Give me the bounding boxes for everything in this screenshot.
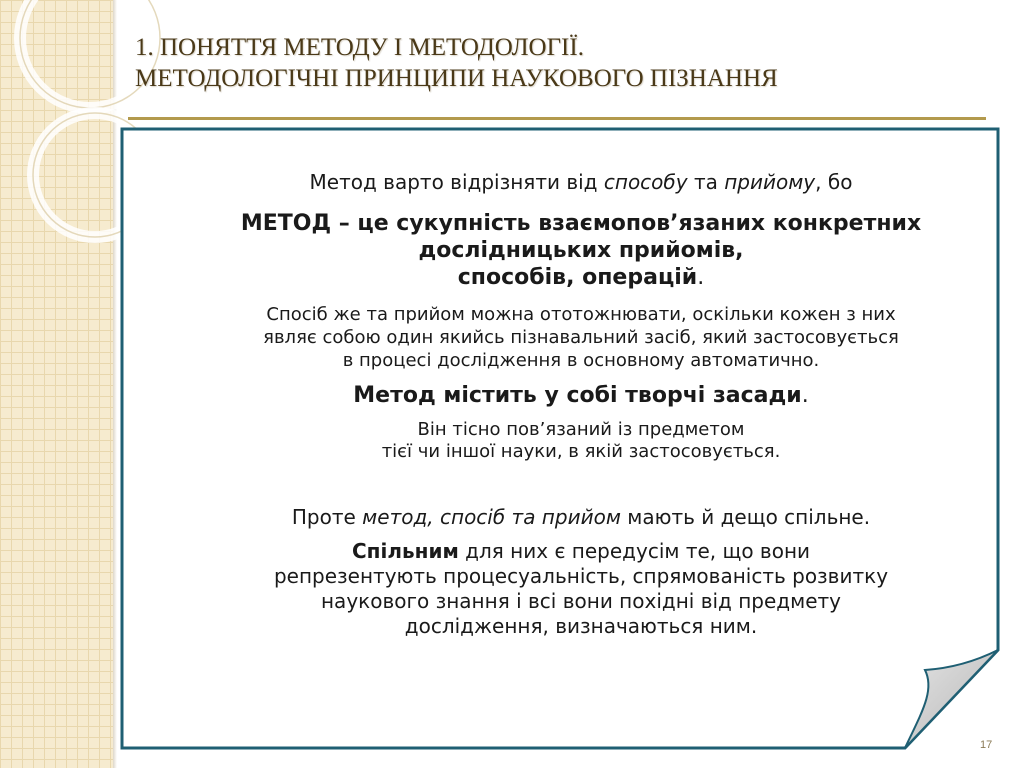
creative-bold-text: Метод містить у собі творчі засади [353, 383, 802, 408]
shared-line-4: дослідження, визначаються ним. [404, 614, 758, 638]
intro-italic-way: способу [603, 170, 688, 194]
identity-line-3: в процесі дослідження в основному автоматично. [342, 350, 820, 371]
identity-line-2: являє собою один якийсь пізнавальний засіб, який застосовується [263, 327, 899, 348]
shared-paragraph [168, 539, 994, 639]
intro-text-3: , бо [815, 170, 853, 194]
common-italic-terms: метод, спосіб та прийом [362, 505, 621, 529]
relation-paragraph [168, 419, 994, 463]
shared-line-3: наукового знання і всі вони похідні від предмету [320, 589, 842, 613]
creative-statement [168, 382, 994, 409]
identity-line-1: Спосіб же та прийом можна ототожнювати, оскільки кожен з них [266, 304, 896, 325]
definition-line-2: дослідницьких прийомів, [418, 238, 744, 263]
common-text-1: Проте [291, 505, 363, 529]
common-text-2: мають й дещо спільне. [620, 505, 871, 529]
intro-text-1: Метод варто відрізняти від [309, 170, 604, 194]
creative-period: . [801, 383, 809, 408]
intro-italic-technique: прийому [724, 170, 816, 194]
relation-line-2: тієї чи іншої науки, в якій застосовується. [381, 441, 781, 462]
definition-line-1: МЕТОД – це сукупність взаємопов’язаних конкретних [240, 211, 922, 236]
intro-paragraph [168, 170, 994, 194]
shared-line-1: для них є передусім те, що вони [458, 539, 811, 563]
common-paragraph [168, 505, 994, 529]
title-line-2: МЕТОДОЛОГІЧНІ ПРИНЦИПИ НАУКОВОГО ПІЗНАННЯ [135, 65, 778, 92]
definition-period: . [697, 265, 705, 290]
relation-line-1: Він тісно пов’язаний із предметом [417, 419, 745, 440]
content-body [168, 170, 994, 639]
identity-paragraph [168, 303, 994, 372]
method-definition [168, 210, 994, 291]
title-line-1: 1. ПОНЯТТЯ МЕТОДУ І МЕТОДОЛОГІЇ. [135, 34, 584, 61]
intro-text-2: та [687, 170, 725, 194]
definition-line-3: способів, операцій [457, 265, 698, 290]
shared-bold-word: Спільним [351, 539, 459, 563]
shared-line-2: репрезентують процесуальність, спрямованість розвитку [273, 564, 889, 588]
page-number: 17 [980, 739, 993, 751]
